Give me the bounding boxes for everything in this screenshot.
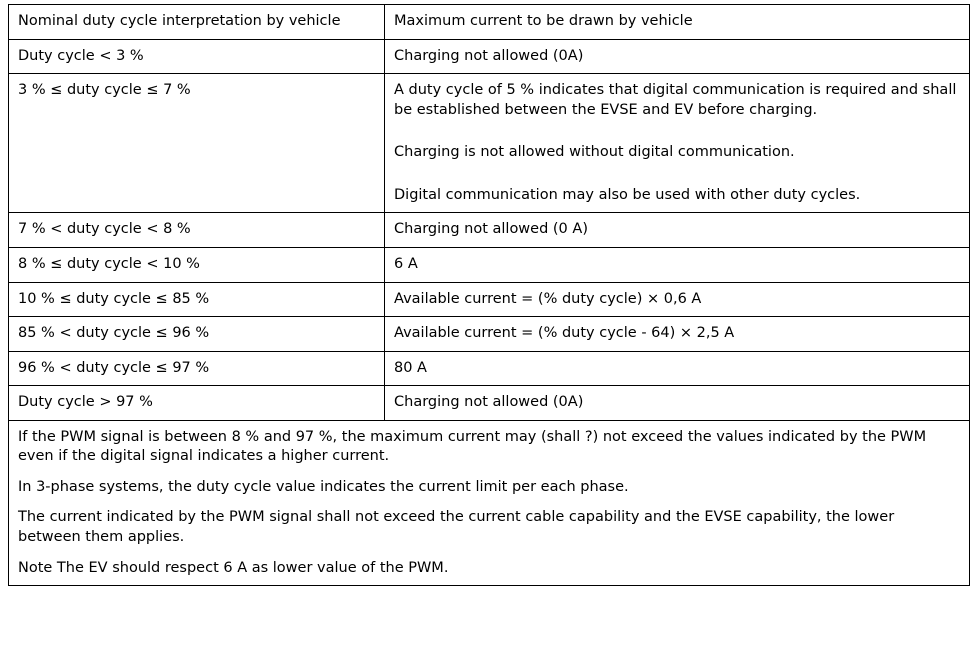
cell-result bbox=[385, 74, 970, 213]
cell-result-paragraph: A duty cycle of 5 % indicates that digital communication is required and shall be established between the EVSE and EV before charging. bbox=[394, 82, 957, 118]
table-row bbox=[9, 351, 970, 386]
cell-result-paragraph: 6 A bbox=[394, 255, 418, 272]
table-row bbox=[9, 247, 970, 282]
table-row bbox=[9, 282, 970, 317]
table-row bbox=[9, 213, 970, 248]
column-header-max-current: Maximum current to be drawn by vehicle bbox=[385, 5, 970, 40]
cell-condition: 7 % < duty cycle < 8 % bbox=[9, 213, 385, 248]
table-row bbox=[9, 317, 970, 352]
cell-result bbox=[385, 282, 970, 317]
table-header bbox=[9, 5, 970, 40]
cell-condition: 85 % < duty cycle ≤ 96 % bbox=[9, 317, 385, 352]
cell-result bbox=[385, 247, 970, 282]
cell-condition: 96 % < duty cycle ≤ 97 % bbox=[9, 351, 385, 386]
note-item: If the PWM signal is between 8 % and 97 %, the maximum current may (shall ?) not exceed the values indicated by the PWM even if the digital signal indicates a higher current. bbox=[18, 428, 927, 465]
note-item: In 3-phase systems, the duty cycle value indicates the current limit per each phase. bbox=[18, 478, 629, 495]
cell-result bbox=[385, 213, 970, 248]
note-item: Note The EV should respect 6 A as lower value of the PWM. bbox=[18, 559, 449, 576]
table-header-row bbox=[9, 5, 970, 40]
table-row bbox=[9, 74, 970, 213]
cell-result-paragraph: Charging not allowed (0A) bbox=[394, 394, 584, 411]
cell-result-paragraph: Charging is not allowed without digital communication. bbox=[394, 144, 795, 161]
cell-result bbox=[385, 317, 970, 352]
cell-result-paragraph: Charging not allowed (0 A) bbox=[394, 221, 588, 238]
cell-result-paragraph: Charging not allowed (0A) bbox=[394, 47, 584, 64]
cell-result-paragraph: Available current = (% duty cycle) × 0,6 A bbox=[394, 290, 702, 307]
table-row bbox=[9, 39, 970, 74]
cell-condition: 8 % ≤ duty cycle < 10 % bbox=[9, 247, 385, 282]
cell-result-paragraph: 80 A bbox=[394, 359, 427, 376]
table-notes-row bbox=[9, 420, 970, 585]
cell-result-paragraph: Available current = (% duty cycle - 64) × 2,5 A bbox=[394, 325, 735, 342]
cell-condition: 3 % ≤ duty cycle ≤ 7 % bbox=[9, 74, 385, 213]
cell-notes bbox=[9, 420, 970, 585]
cell-result bbox=[385, 386, 970, 421]
column-header-duty-cycle: Nominal duty cycle interpretation by vehicle bbox=[9, 5, 385, 40]
table-body bbox=[9, 39, 970, 586]
table-row bbox=[9, 386, 970, 421]
duty-cycle-table bbox=[8, 4, 970, 586]
cell-result bbox=[385, 351, 970, 386]
cell-condition: 10 % ≤ duty cycle ≤ 85 % bbox=[9, 282, 385, 317]
cell-condition: Duty cycle > 97 % bbox=[9, 386, 385, 421]
cell-result bbox=[385, 39, 970, 74]
note-item: The current indicated by the PWM signal shall not exceed the current cable capability and the EVSE capability, the lower between them applies. bbox=[18, 509, 895, 545]
cell-condition: Duty cycle < 3 % bbox=[9, 39, 385, 74]
cell-result-paragraph: Digital communication may also be used with other duty cycles. bbox=[394, 186, 861, 203]
